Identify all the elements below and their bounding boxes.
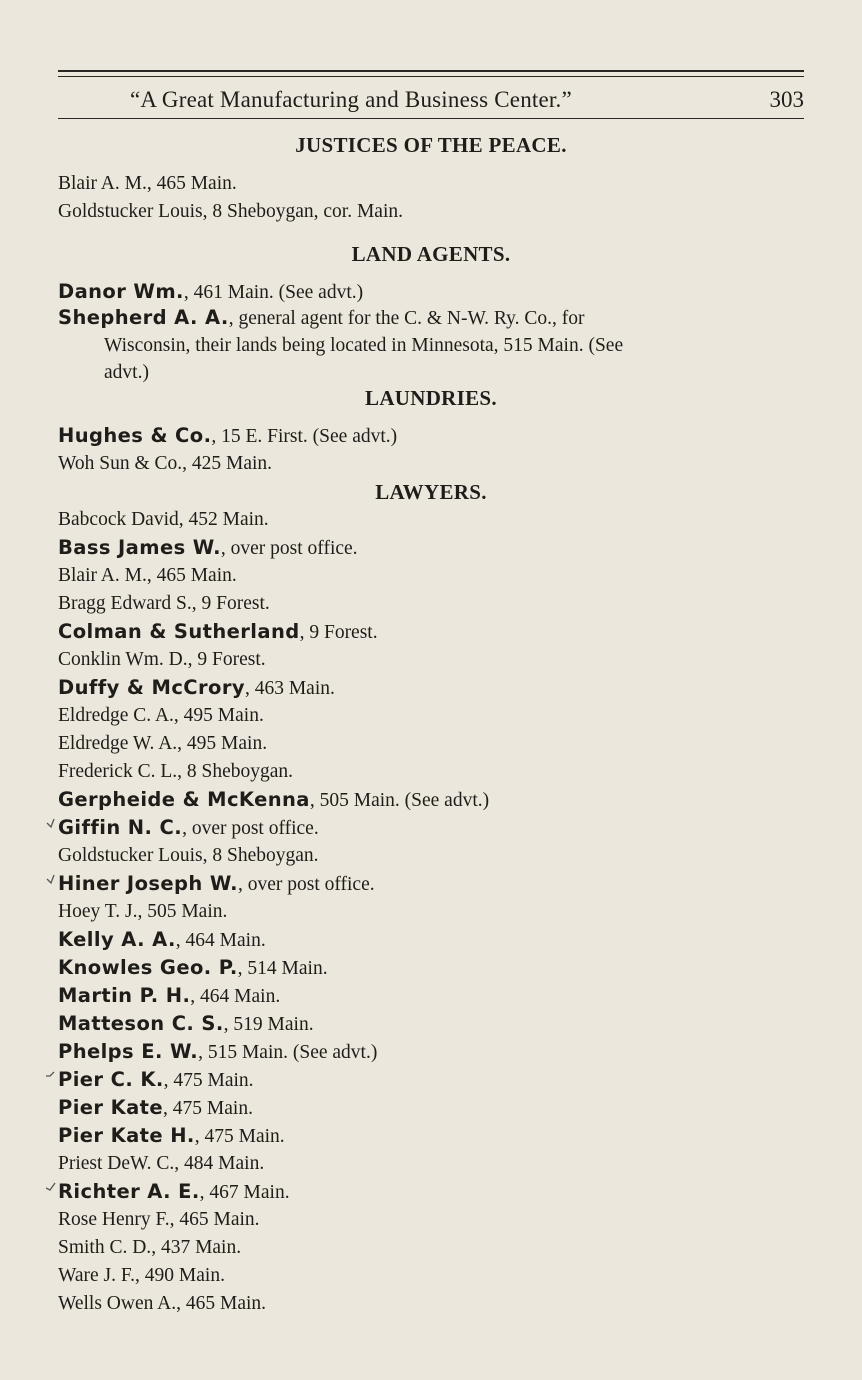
entry-name: Conklin Wm. D.: [58, 649, 188, 670]
entry-details: , 465 Main.: [176, 1293, 267, 1314]
list-item: [58, 898, 808, 926]
running-title: “A Great Manufacturing and Business Center.”: [130, 87, 572, 112]
entry-name: Knowles Geo. P.: [58, 956, 238, 979]
list-item: [58, 674, 808, 703]
list-item: [58, 590, 808, 618]
entry-name: Phelps E. W.: [58, 1040, 199, 1063]
entry-details: , 464 Main.: [190, 986, 281, 1007]
entry-name: Danor Wm.: [58, 280, 184, 303]
list-item: [58, 926, 808, 955]
entry-name: Martin P. H.: [58, 984, 191, 1007]
entry-name: Pier Kate: [58, 1096, 164, 1119]
entry-name: Eldredge W. A.: [58, 733, 178, 754]
header-thin-rule: [58, 76, 804, 77]
entry-name: Goldstucker Louis: [58, 201, 203, 222]
list-item: [58, 1178, 808, 1207]
entry-line: [58, 304, 808, 332]
entry-details: , 464 Main.: [175, 930, 266, 951]
list-item: [58, 982, 808, 1011]
header-double-rule: [58, 70, 804, 72]
header-bottom-rule: [58, 118, 804, 119]
entry-name: Hughes & Co.: [58, 424, 212, 447]
entry-details: , 519 Main.: [223, 1014, 314, 1035]
list-item: [58, 278, 808, 307]
entry-name: Colman & Sutherland: [58, 620, 300, 643]
list-item: [58, 450, 808, 478]
running-head: [58, 84, 804, 116]
list-item: [58, 702, 808, 730]
entry-details: , 8 Sheboygan.: [177, 761, 294, 782]
entry-details: , 475 Main.: [163, 1098, 253, 1119]
margin-check-mark-icon: [46, 1182, 56, 1196]
entry-details: , 465 Main.: [169, 1209, 260, 1230]
list-item: [58, 1262, 808, 1290]
list-item: [58, 730, 808, 758]
list-item: [58, 814, 808, 843]
entry-name: Bragg Edward S.: [58, 593, 192, 614]
entry-details: , 465 Main.: [146, 173, 237, 194]
section-heading-laundries: LAUNDRIES.: [365, 386, 497, 410]
list-item: [58, 646, 808, 674]
list-item: [58, 758, 808, 786]
entry-name: Shepherd A. A.: [58, 306, 229, 329]
entry-details: , 505 Main.: [137, 901, 228, 922]
entry-details: , 467 Main.: [199, 1182, 290, 1203]
entry-details: , 514 Main.: [237, 958, 328, 979]
list-item: [58, 534, 808, 563]
entry-name: Babcock David: [58, 509, 179, 530]
list-item: [58, 562, 808, 590]
entry-name: Hoey T. J.: [58, 901, 138, 922]
entry-details: , 515 Main. (See advt.): [198, 1042, 378, 1063]
entry-details: , 495 Main.: [177, 733, 268, 754]
entry-details: , 475 Main.: [194, 1126, 285, 1147]
list-item: [58, 1290, 808, 1318]
entry-details: , 8 Sheboygan.: [202, 845, 319, 866]
entry-details: , 465 Main.: [146, 565, 237, 586]
entry-details: , 15 E. First. (See advt.): [211, 426, 398, 447]
list-item: [58, 198, 808, 226]
list-item: [58, 1094, 808, 1123]
entry-name: Gerpheide & McKenna: [58, 788, 310, 811]
entry-name: Smith C. D.: [58, 1237, 152, 1258]
entry-name: Kelly A. A.: [58, 928, 176, 951]
entry-details: , 437 Main.: [151, 1237, 242, 1258]
list-item: [58, 1234, 808, 1262]
entry-name: Frederick C. L.: [58, 761, 178, 782]
list-item: [58, 618, 808, 647]
list-item: [58, 1150, 808, 1178]
list-item: [58, 1206, 808, 1234]
entry-name: Woh Sun & Co.: [58, 453, 183, 474]
entry-name: Eldredge C. A.: [58, 705, 174, 726]
entry-name: Richter A. E.: [58, 1180, 200, 1203]
list-item: [58, 170, 808, 198]
entry-details: , 461 Main. (See advt.): [183, 282, 364, 303]
entry-line: advt.): [104, 362, 149, 383]
entry-details: , 463 Main.: [244, 678, 335, 699]
entry-name: Wells Owen A.: [58, 1293, 177, 1314]
section-heading-lawyers: LAWYERS.: [375, 480, 487, 504]
entry-name: Giffin N. C.: [58, 816, 183, 839]
list-item: [58, 304, 808, 386]
entry-details: , over post office.: [237, 874, 375, 895]
entry-details: , over post office.: [182, 818, 319, 839]
entry-details: , over post office.: [220, 538, 358, 559]
entry-details: , 425 Main.: [182, 453, 273, 474]
entry-name: Priest DeW. C.: [58, 1153, 175, 1174]
list-item: [58, 1038, 808, 1067]
margin-check-mark-icon: [46, 1070, 56, 1084]
list-item: [58, 1122, 808, 1151]
entry-details: , 452 Main.: [178, 509, 269, 530]
entry-name: Pier Kate H.: [58, 1124, 195, 1147]
list-item: [58, 954, 808, 983]
page-number: 303: [769, 87, 804, 112]
section-heading-justices: JUSTICES OF THE PEACE.: [295, 133, 567, 157]
list-item: [58, 506, 808, 534]
entry-name: Blair A. M.: [58, 173, 147, 194]
entry-details: , 475 Main.: [163, 1070, 254, 1091]
list-item: [58, 422, 808, 451]
entry-name: Hiner Joseph W.: [58, 872, 238, 895]
list-item: [58, 1010, 808, 1039]
list-item: [58, 1066, 808, 1095]
list-item: [58, 842, 808, 870]
section-heading-land-agents: LAND AGENTS.: [351, 242, 511, 266]
entry-details: , 8 Sheboygan, cor. Main.: [202, 201, 403, 222]
margin-check-mark-icon: [46, 874, 56, 888]
entry-name: Duffy & McCrory: [58, 676, 245, 699]
entry-details: , general agent for the C. & N-W. Ry. Co., for: [228, 308, 585, 329]
entry-name: Pier C. K.: [58, 1068, 164, 1091]
entry-name: Rose Henry F.: [58, 1209, 170, 1230]
entry-name: Matteson C. S.: [58, 1012, 224, 1035]
entry-name: Goldstucker Louis: [58, 845, 203, 866]
list-item: [58, 870, 808, 899]
list-item: [58, 786, 808, 815]
entry-name: Ware J. F.: [58, 1265, 136, 1286]
entry-details: , 9 Forest.: [299, 622, 378, 643]
entry-details: , 484 Main.: [174, 1153, 265, 1174]
entry-details: , 495 Main.: [173, 705, 264, 726]
entry-details: , 505 Main. (See advt.): [309, 790, 490, 811]
entry-details: , 490 Main.: [135, 1265, 225, 1286]
entry-details: , 9 Forest.: [191, 593, 270, 614]
entry-name: Bass James W.: [58, 536, 221, 559]
margin-check-mark-icon: [46, 818, 56, 832]
entry-line: Wisconsin, their lands being located in Minnesota, 515 Main. (See: [104, 335, 624, 356]
entry-details: , 9 Forest.: [187, 649, 266, 670]
entry-name: Blair A. M.: [58, 565, 147, 586]
